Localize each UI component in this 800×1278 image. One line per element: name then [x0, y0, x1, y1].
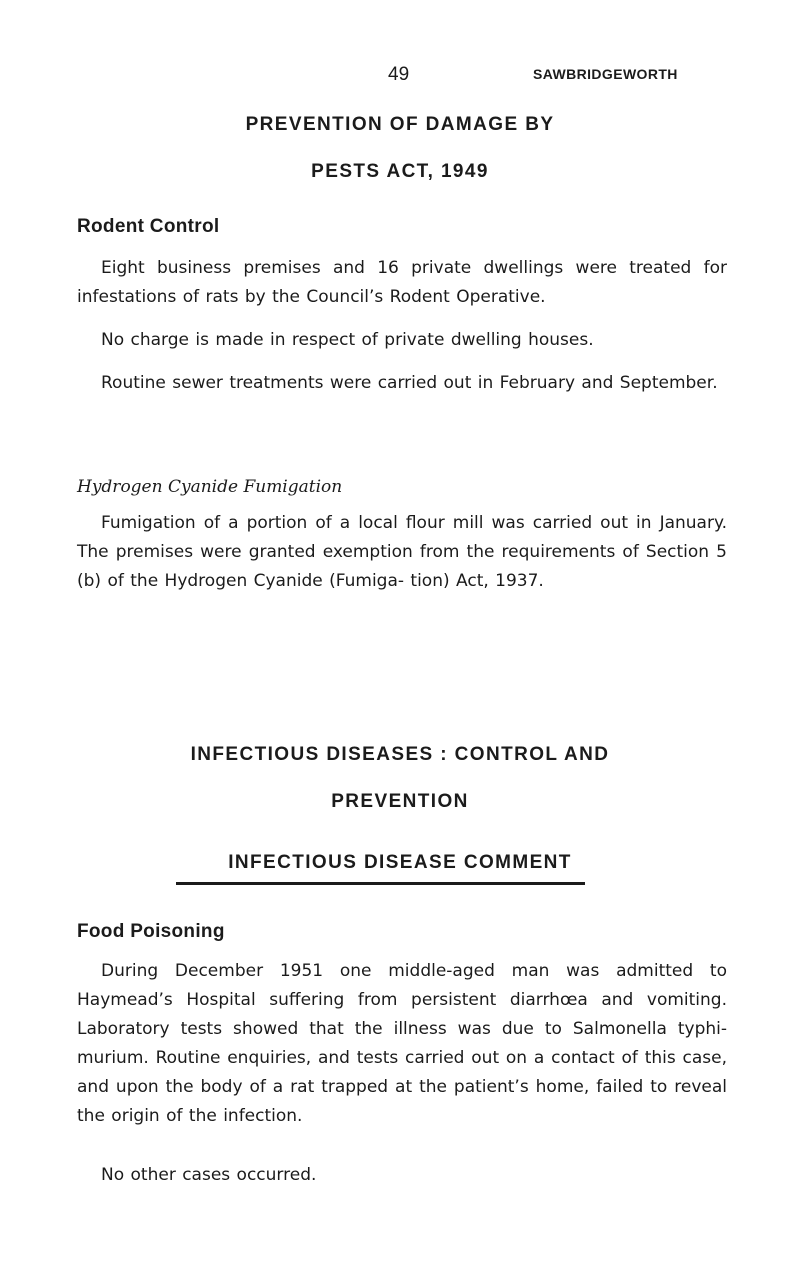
hydrogen-cyanide-paragraph: Fumigation of a portion of a local flour mill was carried out in January. The premises were granted exemption from the requirements of Section 5 (b) of the Hydrogen Cyanide (Fumiga- tion) Act, 1937. [77, 513, 727, 591]
infectious-diseases-title-line2: PREVENTION [331, 791, 469, 812]
hydrogen-cyanide-heading: Hydrogen Cyanide Fumigation [77, 477, 343, 497]
rodent-paragraph-2: No charge is made in respect of private dwelling houses. [101, 330, 594, 350]
heading-underline [176, 882, 585, 885]
section-title-line1: PREVENTION OF DAMAGE BY [245, 114, 555, 135]
rodent-paragraph-3: Routine sewer treatments were carried out in February and September. [101, 373, 718, 393]
food-poisoning-heading: Food Poisoning [77, 921, 225, 942]
section-title-line2: PESTS ACT, 1949 [311, 161, 489, 182]
food-poisoning-paragraph: During December 1951 one middle-aged man was admitted to Haymead’s Hospital suffering from persistent diarrhœa and vomiting. Laboratory tests showed that the illness was due to Salmonella typhi-murium. Routine enquiries, and tests carried out on a contact of this case, and upon the body of a rat trapped at the patient’s home, failed to reveal the origin of the infection. [77, 961, 727, 1126]
infectious-disease-comment-heading: INFECTIOUS DISEASE COMMENT [228, 852, 572, 873]
infectious-diseases-title-line1: INFECTIOUS DISEASES : CONTROL AND [190, 744, 610, 765]
running-head: SAWBRIDGEWORTH [533, 66, 678, 82]
page-header [0, 64, 800, 88]
no-other-cases-text: No other cases occurred. [101, 1165, 317, 1185]
rodent-paragraph-1: Eight business premises and 16 private dwellings were treated for infestations of rats by the Council’s Rodent Operative. [77, 258, 727, 307]
rodent-control-heading: Rodent Control [77, 216, 220, 237]
page-number: 49 [388, 64, 410, 85]
